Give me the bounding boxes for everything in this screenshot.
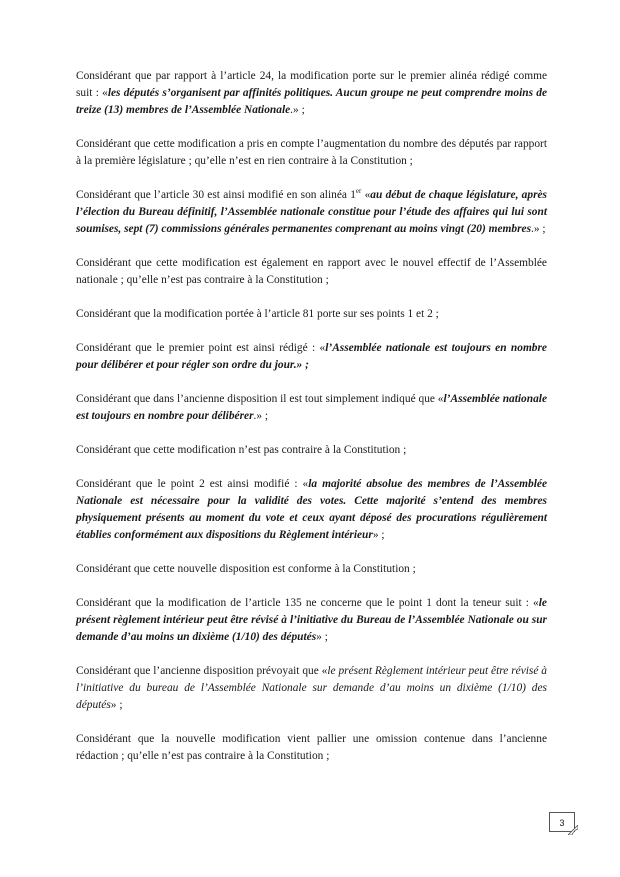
paragraph <box>76 663 547 714</box>
page-curl-icon <box>568 825 578 835</box>
paragraph-text: « <box>361 189 371 201</box>
paragraph-text: Considérant que dans l’ancienne disposition il est tout simplement indiqué que « <box>76 393 444 405</box>
document-body <box>76 68 547 782</box>
paragraph-text: l’Assemblée nationale est toujours en nombre pour délibérer et pour régler son ordre du jour.» ; <box>76 342 547 371</box>
paragraph-text: Considérant que la modification de l’article 135 ne concerne que le point 1 dont la teneur suit : « <box>76 597 539 609</box>
paragraph <box>76 391 547 425</box>
paragraph-text: Considérant que le point 2 est ainsi modifié : « <box>76 478 309 490</box>
paragraph-text: Considérant que cette modification n’est pas contraire à la Constitution ; <box>76 444 407 456</box>
paragraph-text: Considérant que par rapport à l’article 24, la modification porte sur le premier alinéa rédigé comme suit : « <box>76 70 547 99</box>
paragraph <box>76 306 547 323</box>
paragraph-text: Considérant que cette modification a pris en compte l’augmentation du nombre des députés par rapport à la première législature ; qu’elle n’est en rien contraire à la Constitution ; <box>76 138 547 167</box>
paragraph <box>76 442 547 459</box>
paragraph-text: Considérant que cette modification est également en rapport avec le nouvel effectif de l’Assemblée nationale ; qu’elle n’est pas contraire à la Constitution ; <box>76 257 547 286</box>
paragraph-text: le présent Règlement intérieur peut être révisé à l’initiative du bureau de l’Assemblée Nationale sur demande d’au moins un dixième (1/10) des députés <box>76 665 547 711</box>
paragraph <box>76 136 547 170</box>
paragraph-text: .» ; <box>531 223 546 235</box>
paragraph-text: Considérant que l’ancienne disposition prévoyait que « <box>76 665 328 677</box>
paragraph-text: Considérant que la modification portée à l’article 81 porte sur ses points 1 et 2 ; <box>76 308 439 320</box>
paragraph <box>76 255 547 289</box>
paragraph-text: .» ; <box>290 104 305 116</box>
paragraph <box>76 68 547 119</box>
page-number: 3 <box>549 812 575 832</box>
paragraph-text: Considérant que cette nouvelle disposition est conforme à la Constitution ; <box>76 563 416 575</box>
paragraph <box>76 187 547 238</box>
paragraph-text: » ; <box>110 699 123 711</box>
paragraph-text: Considérant que le premier point est ainsi rédigé : « <box>76 342 326 354</box>
paragraph-text: l’Assemblée nationale est toujours en nombre pour délibérer <box>76 393 547 422</box>
paragraph-text: » ; <box>372 529 385 541</box>
paragraph-text: la majorité absolue des membres de l’Assemblée Nationale est nécessaire pour la validité des votes. Cette majorité s’entend des membres physiquement présents au moment du vote et ceux ayant déposé des procurations régulièrement établies conformément aux dispositions du Règlement intérieur <box>76 478 547 541</box>
paragraph-text: les députés s’organisent par affinités politiques. Aucun groupe ne peut comprendre moins de treize (13) membres de l’Assemblée Nationale <box>76 87 548 116</box>
paragraph-text: » ; <box>316 631 328 643</box>
paragraph-text: le présent règlement intérieur peut être révisé à l’initiative du Bureau de l’Assemblée Nationale ou sur demande d’au moins un dixième (1/10) des députés <box>76 597 547 643</box>
superscript-text: er <box>355 187 362 196</box>
paragraph <box>76 595 547 646</box>
paragraph <box>76 731 547 765</box>
paragraph-text: au début de chaque législature, après l’élection du Bureau définitif, l’Assemblée nationale constitue pour l’étude des affaires qui lui sont soumises, sept (7) commissions générales permanentes comprenant au moins vingt (20) membres <box>76 189 547 235</box>
paragraph-text: Considérant que l’article 30 est ainsi modifié en son alinéa 1 <box>76 189 356 201</box>
paragraph-text: Considérant que la nouvelle modification vient pallier une omission contenue dans l’ancienne rédaction ; qu’elle n’est pas contraire à la Constitution ; <box>76 733 547 762</box>
paragraph <box>76 476 547 544</box>
paragraph-text: .» ; <box>253 410 269 422</box>
paragraph <box>76 561 547 578</box>
paragraph <box>76 340 547 374</box>
